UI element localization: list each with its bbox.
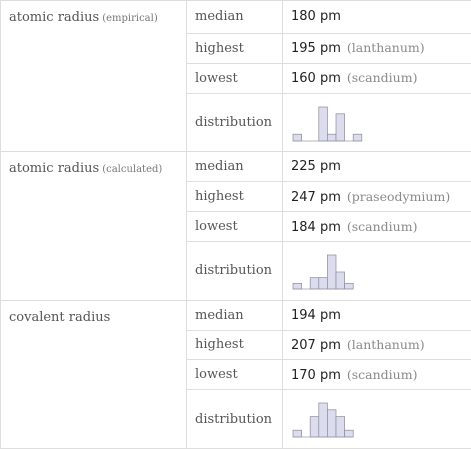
value-cell (283, 212, 471, 242)
property-name: covalent radius (9, 309, 111, 325)
histogram-bar (327, 255, 336, 289)
histogram-bar (319, 107, 328, 141)
distribution-cell (283, 241, 471, 300)
distribution-histogram (291, 249, 369, 293)
highest-element: (lanthanum) (346, 336, 425, 352)
histogram-bar (345, 430, 354, 437)
row-label-highest: highest (187, 182, 283, 212)
property-name: atomic radius (9, 10, 100, 25)
lowest-value: 160 pm (291, 71, 341, 87)
distribution-histogram (291, 397, 369, 441)
histogram-bar (319, 403, 328, 437)
value-cell (283, 152, 471, 182)
histogram-bar (293, 134, 302, 141)
value-cell (283, 182, 471, 212)
median-value: 180 pm (291, 9, 341, 25)
lowest-element: (scandium) (346, 366, 418, 382)
row-label-lowest: lowest (187, 212, 283, 242)
lowest-value: 170 pm (291, 367, 341, 383)
highest-value: 207 pm (291, 337, 341, 353)
property-name: atomic radius (9, 161, 100, 177)
highest-element: (praseodymium) (346, 188, 451, 204)
row-label-median: median (187, 300, 283, 330)
value-cell (283, 63, 471, 93)
value-cell (283, 360, 471, 390)
table-row (1, 1, 471, 34)
property-name-cell (1, 152, 187, 300)
row-label-median: median (187, 152, 283, 182)
highest-value: 195 pm (291, 41, 341, 57)
lowest-element: (scandium) (346, 70, 418, 86)
histogram-bar (293, 430, 302, 437)
value-cell (283, 300, 471, 330)
distribution-histogram (291, 101, 369, 145)
median-value: 194 pm (291, 307, 341, 323)
value-cell (283, 33, 471, 63)
histogram-bar (336, 417, 345, 437)
histogram-bar (336, 272, 345, 289)
highest-value: 247 pm (291, 189, 341, 205)
value-cell (283, 1, 471, 34)
lowest-element: (scandium) (346, 218, 418, 234)
histogram-bar (345, 283, 354, 289)
row-label-lowest: lowest (187, 360, 283, 390)
distribution-cell (283, 93, 471, 152)
histogram-bar (310, 277, 319, 288)
row-label-highest: highest (187, 33, 283, 63)
lowest-value: 184 pm (291, 219, 341, 235)
histogram-bar (293, 283, 302, 289)
table-row (1, 300, 471, 330)
median-value: 225 pm (291, 159, 341, 175)
property-name-cell (1, 1, 187, 152)
histogram-bar (319, 277, 328, 288)
property-name-cell (1, 300, 187, 448)
value-cell (283, 330, 471, 360)
table-row (1, 152, 471, 182)
histogram-bar (336, 113, 345, 140)
histogram-bar (353, 134, 362, 141)
histogram-bar (310, 417, 319, 437)
row-label-distribution: distribution (187, 390, 283, 449)
histogram-bar (327, 134, 336, 141)
row-label-median: median (187, 1, 283, 34)
row-label-distribution: distribution (187, 241, 283, 300)
highest-element: (lanthanum) (346, 40, 425, 56)
row-label-highest: highest (187, 330, 283, 360)
property-qualifier: (calculated) (102, 164, 163, 176)
row-label-distribution: distribution (187, 93, 283, 152)
row-label-lowest: lowest (187, 63, 283, 93)
histogram-bar (327, 410, 336, 437)
distribution-cell (283, 390, 471, 449)
property-qualifier: (empirical) (102, 13, 158, 24)
